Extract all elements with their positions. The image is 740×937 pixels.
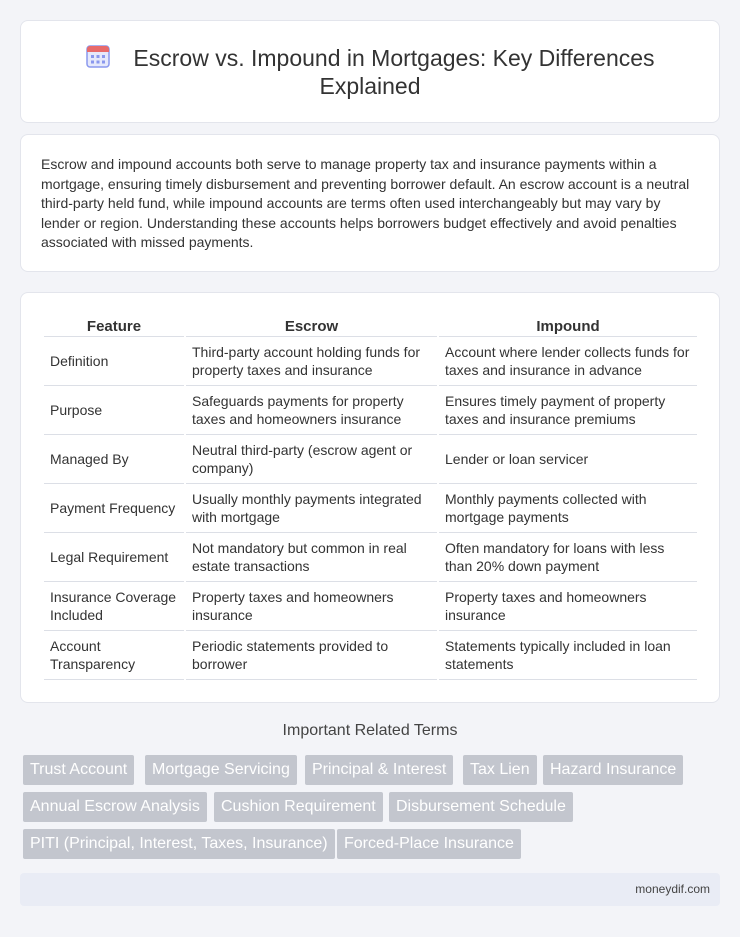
row-escrow-cell: Not mandatory but common in real estate transactions (186, 533, 437, 582)
row-impound-cell: Monthly payments collected with mortgage payments (439, 484, 697, 533)
table-row (44, 337, 697, 386)
table-row (44, 435, 697, 484)
row-escrow-cell: Usually monthly payments integrated with mortgage (186, 484, 437, 533)
footer-site-link[interactable]: moneydif.com (635, 882, 710, 896)
comparison-table (42, 315, 699, 680)
tag-principal-interest[interactable]: Principal & Interest (305, 755, 453, 785)
intro-card (20, 134, 720, 272)
tag-trust-account[interactable]: Trust Account (23, 755, 134, 785)
row-feature-cell: Legal Requirement (44, 533, 184, 582)
tag-tax-lien[interactable]: Tax Lien (463, 755, 537, 785)
related-terms-title: Important Related Terms (282, 722, 458, 739)
row-escrow-cell: Property taxes and homeowners insurance (186, 582, 437, 631)
row-feature-cell: Managed By (44, 435, 184, 484)
footer-bar (20, 873, 720, 906)
table-row (44, 533, 697, 582)
row-escrow-cell: Neutral third-party (escrow agent or company) (186, 435, 437, 484)
tag-cushion-requirement[interactable]: Cushion Requirement (214, 792, 383, 822)
row-impound-cell: Ensures timely payment of property taxes and insurance premiums (439, 386, 697, 435)
tag-forced-place-insurance[interactable]: Forced-Place Insurance (337, 829, 521, 859)
row-feature-cell: Purpose (44, 386, 184, 435)
tag-annual-escrow-analysis[interactable]: Annual Escrow Analysis (23, 792, 207, 822)
row-escrow-cell: Safeguards payments for property taxes and homeowners insurance (186, 386, 437, 435)
table-row (44, 386, 697, 435)
table-row (44, 582, 697, 631)
table-row (44, 631, 697, 680)
tag-piti[interactable]: PITI (Principal, Interest, Taxes, Insurance) (23, 829, 335, 859)
page-title: Escrow vs. Impound in Mortgages: Key Differences Explained (133, 45, 655, 99)
comparison-table-card (20, 292, 720, 703)
row-impound-cell: Lender or loan servicer (439, 435, 697, 484)
row-escrow-cell: Periodic statements provided to borrower (186, 631, 437, 680)
intro-paragraph: Escrow and impound accounts both serve to manage property tax and insurance payments within a mortgage, ensuring timely disbursement and preventing borrower default. An escrow account is a neutral third-party held fund, while impound accounts are terms often used interchangeably but may vary by lender or region. Understanding these accounts helps borrowers budget effectively and avoid penalties associated with missed payments. (41, 156, 690, 250)
row-feature-cell: Insurance Coverage Included (44, 582, 184, 631)
header-escrow: Escrow (186, 315, 437, 337)
row-impound-cell: Account where lender collects funds for taxes and insurance in advance (439, 337, 697, 386)
tag-disbursement-schedule[interactable]: Disbursement Schedule (389, 792, 573, 822)
header-feature: Feature (44, 315, 184, 337)
title-card (20, 20, 720, 123)
tag-hazard-insurance[interactable]: Hazard Insurance (543, 755, 683, 785)
row-impound-cell: Property taxes and homeowners insurance (439, 582, 697, 631)
row-impound-cell: Statements typically included in loan statements (439, 631, 697, 680)
header-impound: Impound (439, 315, 697, 337)
table-header-row (44, 315, 697, 337)
row-feature-cell: Account Transparency (44, 631, 184, 680)
calendar-icon (85, 43, 111, 69)
tag-mortgage-servicing[interactable]: Mortgage Servicing (145, 755, 297, 785)
row-impound-cell: Often mandatory for loans with less than 20% down payment (439, 533, 697, 582)
row-escrow-cell: Third-party account holding funds for property taxes and insurance (186, 337, 437, 386)
page-title-wrap (21, 43, 719, 100)
row-feature-cell: Payment Frequency (44, 484, 184, 533)
table-row (44, 484, 697, 533)
row-feature-cell: Definition (44, 337, 184, 386)
